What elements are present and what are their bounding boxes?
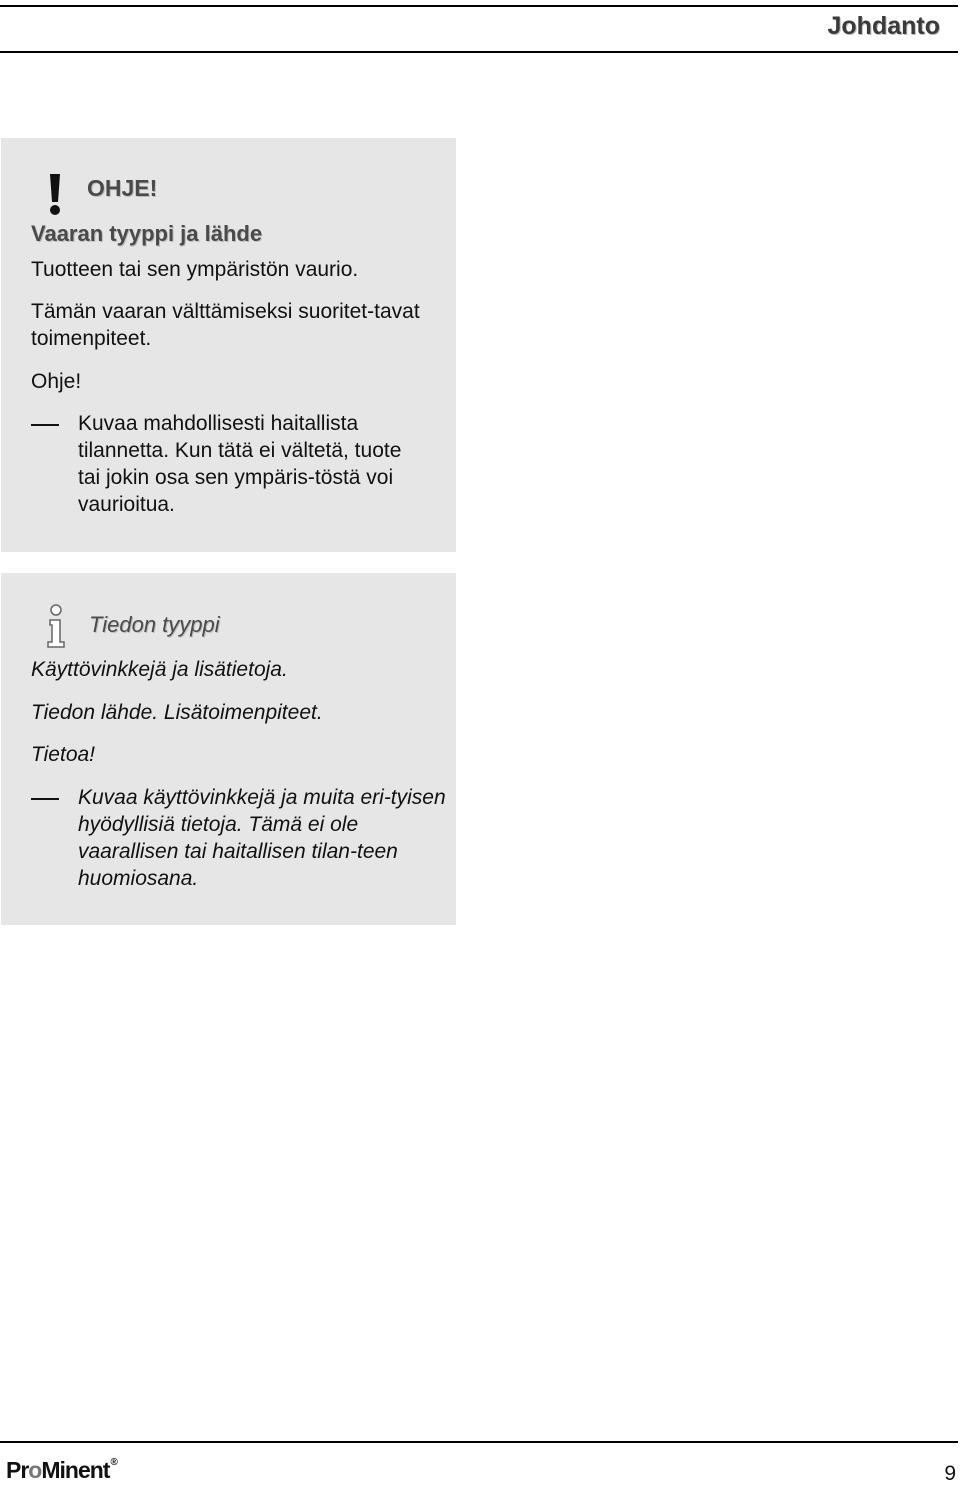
info-note-label: Tietoa! — [31, 743, 96, 766]
warning-bullet-text: Kuvaa mahdollisesti haitallista tilannetta. Kun tätä ei vältetä, tuote tai jokin osa sen ympäris-töstä voi vaurioitua. — [78, 412, 402, 516]
info-line-source: Tiedon lähde. Lisätoimenpiteet. — [31, 701, 323, 724]
page-number: 9 — [944, 1462, 956, 1485]
hazard-consequence: Tuotteen tai sen ympäristön vaurio. — [31, 258, 359, 281]
bullet-dash — [31, 798, 59, 800]
bullet-dash — [31, 424, 59, 426]
logo-part: Minent — [41, 1457, 110, 1483]
hazard-type-heading: Vaaran tyyppi ja lähde — [31, 221, 263, 246]
exclamation-icon — [46, 172, 64, 216]
warning-signal-word: OHJE! — [87, 175, 158, 201]
footer-rule — [0, 1441, 958, 1443]
header-top-rule — [0, 5, 958, 7]
header-bottom-rule — [0, 51, 958, 53]
warning-note-label: Ohje! — [31, 370, 82, 393]
hazard-measures: Tämän vaaran välttämiseksi suoritet-tavat toimenpiteet. — [31, 300, 420, 350]
registered-mark: ® — [110, 1457, 118, 1468]
section-title: Johdanto — [827, 12, 940, 40]
info-title: Tiedon tyyppi — [89, 612, 220, 637]
info-line-tips: Käyttövinkkejä ja lisätietoja. — [31, 658, 288, 681]
logo-part: o — [28, 1457, 42, 1483]
prominent-logo — [6, 1457, 118, 1484]
info-bullet-text: Kuvaa käyttövinkkejä ja muita eri-tyisen hyödyllisiä tietoja. Tämä ei ole vaarallisen tai haitallisen tilan-teen huomiosana. — [78, 786, 446, 890]
logo-part: Pr — [6, 1457, 29, 1483]
info-icon — [42, 604, 70, 650]
